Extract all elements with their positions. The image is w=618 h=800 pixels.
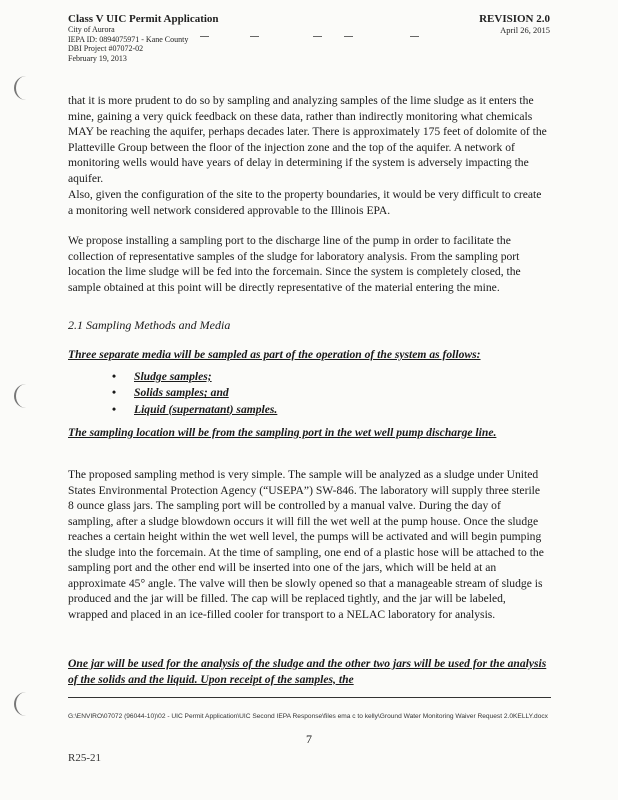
header-right [479,13,550,35]
paragraph-continued: that it is more prudent to do so by sampling and analyzing samples of the lime sludge as it enters the mine, gaining a very quick feedback on these data, rather than indirectly monitoring what chemicals MAY be reaching the aquifer, perhaps decades later. There is approximately 175 feet of dolomite of the Platteville Group between the floor of the injection zone and the top of the aquifer. A network of monitoring wells would have years of delay in determining if the system is adversely impacting the aquifer. [68,94,547,185]
page-number: 7 [306,732,312,746]
scan-artifact [313,36,322,37]
scan-artifact [250,36,259,37]
binder-hole-icon [14,384,28,408]
bullet-dot-icon: • [112,370,117,383]
scan-artifact [200,36,209,37]
jar-usage: One jar will be used for the analysis of the sludge and the other two jars will be used for the analysis of the solids and the liquid. Upon receipt of the samples, the [68,657,547,686]
revision: REVISION 2.0 [479,13,550,25]
paragraph-site-configuration: Also, given the configuration of the site to the property boundaries, it would be very difficult to create a monitoring well network considered approvable to the Illinois EPA. [68,188,542,217]
list-item: • Liquid (supernatant) samples. [112,402,277,418]
list-item: • Solids samples; and [112,385,277,401]
header-left [68,13,219,63]
media-list [112,369,277,418]
file-path: G:\ENVIRO\07072 (96044-10)\02 - UIC Permit Application\UIC Second IEPA Response\files ema c to kelly\Ground Water Monitoring Waiver Request 2.0KELLY.docx [68,713,548,720]
sampling-location: The sampling location will be from the sampling port in the wet well pump discharge line. [68,426,497,439]
paragraph-proposal: We propose installing a sampling port to the discharge line of the pump in order to facilitate the collection of representative samples of the sludge for laboratory analysis. From the sampling port location the lime sludge will be fed into the forcemain. Since the system is completely closed, the sample obtained at this point will be directly representative of the material entering the mine. [68,234,521,294]
bullet-dot-icon: • [112,402,117,416]
iepa-id: IEPA ID: 0894075971 - Kane County [68,34,189,44]
media-intro: Three separate media will be sampled as part of the operation of the system as follows: [68,348,481,361]
doc-title: Class V UIC Permit Application [68,13,219,25]
bullet-dot-icon: • [112,386,117,400]
record-stamp: R25-21 [68,752,101,764]
binder-hole-icon [14,76,28,100]
location: City of Aurora [68,25,115,34]
section-heading: 2.1 Sampling Methods and Media [68,318,231,332]
scan-artifact [410,36,419,37]
binder-hole-icon [14,692,28,716]
footer-divider [68,697,551,698]
prepared-date: February 19, 2013 [68,53,127,63]
project-number: DBI Project #07072-02 [68,44,144,54]
list-item: • Sludge samples; [112,369,277,385]
revision-date: April 26, 2015 [500,25,550,35]
paragraph-sampling-method: The proposed sampling method is very simple. The sample will be analyzed as a sludge under United States Environmental Protection Agency (“USEPA”) SW-846. The laboratory will supply three sterile 8 ounce glass jars. The sampling port will be controlled by a manual valve. During the day of sampling, after a sludge blowdown occurs it will fill the wet well at the pump house. Once the sludge reaches a certain height within the wet well level, the pumps will be activated and will begin pumping the sludge into the forcemain. At the time of sampling, one end of a plastic hose will be attached to the sampling port and the other end will be inserted into one of the jars, which will be held at an approximate 45° angle. The valve will then be slowly opened so that a manageable stream of sludge is produced and the jar will be filled. The cap will be replaced tightly, and the jar will be labeled, wrapped and placed in an ice-filled cooler for transport to a NELAC laboratory for analysis. [68,468,544,621]
scan-artifact [344,36,353,37]
